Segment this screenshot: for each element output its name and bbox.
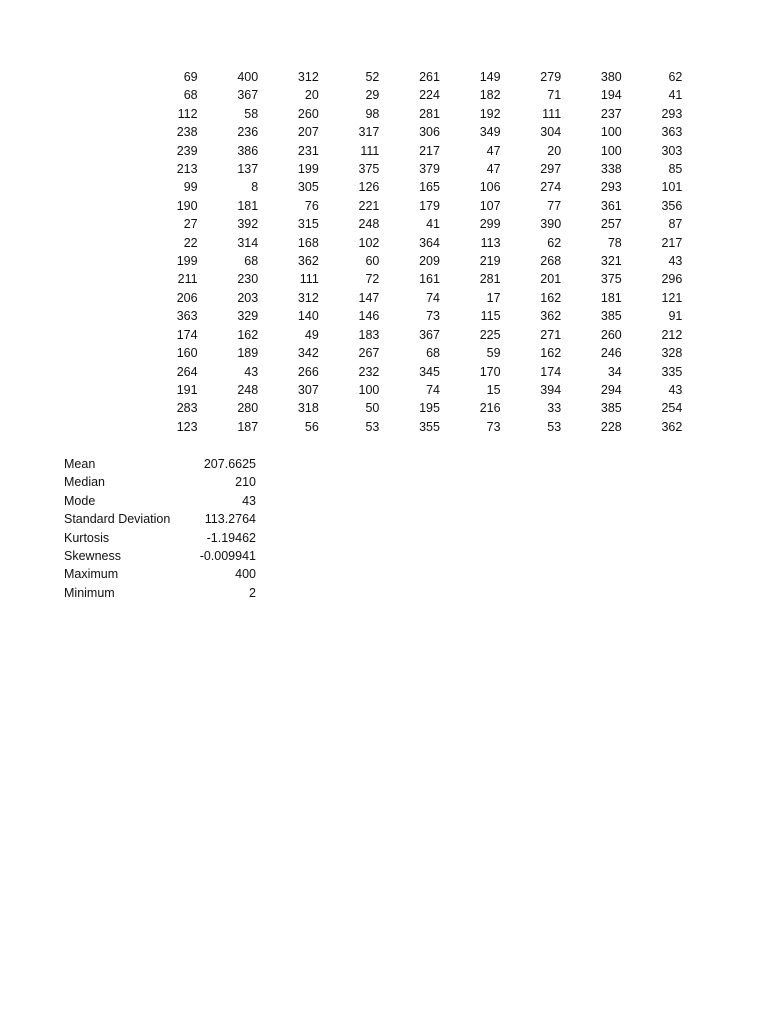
grid-cell[interactable]: 112	[177, 106, 198, 121]
grid-cell[interactable]: 267	[358, 346, 380, 361]
grid-cell[interactable]: 345	[419, 364, 440, 379]
grid-cell[interactable]: 349	[479, 125, 501, 140]
grid-cell[interactable]: 68	[426, 346, 440, 361]
grid-cell[interactable]: 102	[358, 235, 380, 250]
grid-cell[interactable]: 281	[419, 106, 440, 121]
stat-label[interactable]: Median	[64, 475, 105, 490]
grid-cell[interactable]: 367	[237, 88, 259, 103]
grid-cell[interactable]: 232	[358, 364, 380, 379]
grid-row	[137, 142, 682, 160]
grid-cell[interactable]: 29	[365, 88, 380, 103]
grid-cell[interactable]: 260	[600, 327, 622, 342]
grid-cell[interactable]: 260	[297, 106, 319, 121]
grid-cell[interactable]: 20	[547, 143, 562, 158]
grid-cell[interactable]: 50	[365, 401, 380, 416]
grid-cell[interactable]: 160	[176, 346, 198, 361]
grid-cell[interactable]: 41	[426, 217, 440, 232]
grid-cell[interactable]: 147	[358, 290, 380, 305]
stat-label[interactable]: Skewness	[64, 549, 121, 564]
grid-cell[interactable]: 392	[237, 217, 259, 232]
grid-cell[interactable]: 261	[419, 70, 440, 84]
grid-cell[interactable]: 72	[365, 272, 380, 287]
grid-cell[interactable]: 47	[486, 143, 501, 158]
grid-cell[interactable]: 281	[479, 272, 501, 287]
grid-cell[interactable]: 293	[661, 106, 683, 121]
grid-cell[interactable]: 248	[358, 217, 380, 232]
stat-value[interactable]: -1.19462	[206, 530, 256, 545]
grid-cell[interactable]: 161	[419, 272, 440, 287]
grid-cell[interactable]: 380	[600, 70, 622, 84]
grid-cell[interactable]: 162	[540, 346, 562, 361]
grid-cell[interactable]: 314	[237, 235, 259, 250]
grid-cell[interactable]: 91	[668, 309, 683, 324]
grid-cell[interactable]: 43	[244, 364, 259, 379]
stat-label[interactable]: Mean	[64, 457, 96, 471]
grid-cell[interactable]: 47	[486, 162, 501, 177]
grid-cell[interactable]: 182	[479, 88, 501, 103]
stat-row	[64, 584, 256, 602]
grid-cell[interactable]: 181	[600, 290, 622, 305]
grid-cell[interactable]: 219	[479, 254, 501, 269]
grid-row	[137, 123, 682, 141]
grid-cell[interactable]: 165	[419, 180, 440, 195]
grid-cell[interactable]: 22	[183, 235, 198, 250]
grid-cell[interactable]: 385	[600, 309, 622, 324]
grid-cell[interactable]: 211	[177, 272, 198, 287]
stat-value[interactable]: 400	[235, 567, 256, 582]
grid-cell[interactable]: 73	[486, 419, 501, 434]
stat-value[interactable]: 210	[235, 475, 256, 490]
grid-cell[interactable]: 123	[176, 419, 198, 434]
grid-cell[interactable]: 221	[358, 198, 380, 213]
grid-cell[interactable]: 162	[237, 327, 259, 342]
grid-row	[137, 105, 682, 123]
grid-cell[interactable]: 56	[304, 419, 319, 434]
stat-row	[64, 473, 256, 491]
grid-cell[interactable]: 225	[479, 327, 501, 342]
grid-cell[interactable]: 367	[419, 327, 440, 342]
grid-row	[137, 289, 682, 307]
grid-cell[interactable]: 199	[176, 254, 198, 269]
grid-cell[interactable]: 8	[251, 180, 259, 195]
grid-cell[interactable]: 209	[419, 254, 440, 269]
grid-cell[interactable]: 363	[176, 309, 198, 324]
data-grid	[137, 68, 682, 436]
grid-row	[137, 215, 682, 233]
grid-cell[interactable]: 363	[661, 125, 683, 140]
grid-cell[interactable]: 342	[297, 346, 319, 361]
grid-cell[interactable]: 362	[540, 309, 562, 324]
grid-cell[interactable]: 126	[358, 180, 380, 195]
stat-row	[64, 455, 256, 473]
grid-cell[interactable]: 321	[600, 254, 622, 269]
grid-cell[interactable]: 100	[600, 143, 622, 158]
grid-row	[137, 363, 682, 381]
stat-label[interactable]: Mode	[64, 493, 96, 508]
grid-cell[interactable]: 181	[237, 198, 259, 213]
grid-cell[interactable]: 111	[299, 272, 319, 287]
grid-row	[137, 399, 682, 417]
grid-cell[interactable]: 20	[304, 88, 319, 103]
grid-cell[interactable]: 201	[540, 272, 562, 287]
grid-cell[interactable]: 192	[479, 106, 501, 121]
grid-cell[interactable]: 294	[600, 382, 622, 397]
grid-cell[interactable]: 53	[547, 419, 562, 434]
grid-cell[interactable]: 317	[358, 125, 380, 140]
grid-row	[137, 326, 682, 344]
grid-cell[interactable]: 312	[297, 70, 319, 84]
grid-cell[interactable]: 299	[479, 217, 501, 232]
grid-cell[interactable]: 195	[419, 401, 440, 416]
grid-cell[interactable]: 162	[540, 290, 562, 305]
grid-cell[interactable]: 283	[176, 401, 198, 416]
grid-cell[interactable]: 361	[600, 198, 622, 213]
stat-value[interactable]: 2	[249, 585, 256, 600]
grid-cell[interactable]: 297	[540, 162, 562, 177]
grid-cell[interactable]: 174	[176, 327, 198, 342]
grid-cell[interactable]: 199	[297, 162, 319, 177]
grid-cell[interactable]: 238	[176, 125, 198, 140]
grid-cell[interactable]: 257	[600, 217, 622, 232]
grid-cell[interactable]: 115	[480, 309, 501, 324]
grid-row	[137, 270, 682, 288]
grid-cell[interactable]: 52	[365, 70, 380, 84]
grid-cell[interactable]: 100	[358, 382, 380, 397]
grid-cell[interactable]: 41	[668, 88, 683, 103]
grid-cell[interactable]: 307	[297, 382, 319, 397]
grid-cell[interactable]: 100	[600, 125, 622, 140]
grid-cell[interactable]: 362	[661, 419, 683, 434]
grid-cell[interactable]: 216	[479, 401, 501, 416]
grid-cell[interactable]: 78	[607, 235, 622, 250]
grid-cell[interactable]: 17	[486, 290, 501, 305]
stat-row	[64, 547, 256, 565]
grid-cell[interactable]: 99	[183, 180, 198, 195]
grid-cell[interactable]: 329	[237, 309, 259, 324]
grid-row	[137, 252, 682, 270]
grid-cell[interactable]: 207	[297, 125, 319, 140]
grid-cell[interactable]: 121	[661, 290, 683, 305]
grid-cell[interactable]: 280	[237, 401, 259, 416]
grid-cell[interactable]: 394	[540, 382, 562, 397]
grid-cell[interactable]: 206	[176, 290, 198, 305]
grid-cell[interactable]: 111	[542, 106, 562, 121]
grid-cell[interactable]: 375	[600, 272, 622, 287]
grid-cell[interactable]: 107	[479, 198, 501, 213]
grid-cell[interactable]: 73	[426, 309, 440, 324]
grid-cell[interactable]: 355	[419, 419, 440, 434]
stat-label[interactable]: Minimum	[64, 585, 115, 600]
grid-cell[interactable]: 239	[176, 143, 198, 158]
grid-cell[interactable]: 43	[668, 254, 683, 269]
grid-cell[interactable]: 364	[419, 235, 440, 250]
grid-cell[interactable]: 190	[176, 198, 198, 213]
grid-cell[interactable]: 33	[547, 401, 562, 416]
grid-row	[137, 86, 682, 104]
grid-row	[137, 178, 682, 196]
descriptive-statistics-body	[64, 455, 256, 602]
grid-cell[interactable]: 111	[360, 143, 380, 158]
grid-cell[interactable]: 266	[297, 364, 319, 379]
stat-value[interactable]: 43	[242, 493, 256, 508]
grid-row	[137, 418, 682, 436]
grid-cell[interactable]: 379	[419, 162, 440, 177]
grid-cell[interactable]: 254	[661, 401, 683, 416]
grid-cell[interactable]: 68	[244, 254, 259, 269]
grid-cell[interactable]: 304	[540, 125, 562, 140]
grid-cell[interactable]: 305	[297, 180, 319, 195]
grid-cell[interactable]: 306	[419, 125, 440, 140]
grid-row	[137, 160, 682, 178]
grid-cell[interactable]: 74	[426, 382, 440, 397]
grid-cell[interactable]: 71	[547, 88, 562, 103]
grid-cell[interactable]: 76	[304, 198, 319, 213]
grid-cell[interactable]: 191	[176, 382, 198, 397]
grid-cell[interactable]: 279	[540, 70, 562, 84]
grid-cell[interactable]: 293	[600, 180, 622, 195]
grid-cell[interactable]: 62	[668, 70, 683, 84]
stat-value[interactable]: 113.2764	[204, 512, 256, 527]
grid-cell[interactable]: 236	[237, 125, 259, 140]
grid-cell[interactable]: 212	[661, 327, 683, 342]
stat-label[interactable]: Kurtosis	[64, 530, 110, 545]
grid-cell[interactable]: 146	[358, 309, 380, 324]
grid-row	[137, 197, 682, 215]
stat-row	[64, 510, 256, 528]
grid-cell[interactable]: 15	[486, 382, 501, 397]
grid-cell[interactable]: 303	[661, 143, 683, 158]
grid-cell[interactable]: 179	[419, 198, 440, 213]
grid-cell[interactable]: 87	[668, 217, 683, 232]
grid-row	[137, 307, 682, 325]
grid-cell[interactable]: 274	[540, 180, 562, 195]
grid-cell[interactable]: 246	[600, 346, 622, 361]
grid-cell[interactable]: 49	[304, 327, 319, 342]
grid-cell[interactable]: 27	[183, 217, 198, 232]
grid-cell[interactable]: 217	[661, 235, 683, 250]
grid-cell[interactable]: 264	[176, 364, 198, 379]
grid-cell[interactable]: 230	[237, 272, 259, 287]
grid-cell[interactable]: 53	[365, 419, 380, 434]
grid-row	[137, 68, 682, 86]
grid-cell[interactable]: 390	[540, 217, 562, 232]
grid-cell[interactable]: 362	[297, 254, 319, 269]
grid-cell[interactable]: 237	[600, 106, 622, 121]
grid-row	[137, 344, 682, 362]
stat-row	[64, 529, 256, 547]
grid-cell[interactable]: 228	[600, 419, 622, 434]
stat-value[interactable]: -0.009941	[199, 549, 256, 564]
descriptive-statistics-table	[64, 455, 256, 602]
grid-row	[137, 234, 682, 252]
grid-cell[interactable]: 203	[237, 290, 259, 305]
grid-cell[interactable]: 194	[600, 88, 622, 103]
grid-cell[interactable]: 77	[547, 198, 562, 213]
grid-cell[interactable]: 224	[419, 88, 440, 103]
grid-cell[interactable]: 338	[600, 162, 622, 177]
grid-cell[interactable]: 113	[480, 235, 501, 250]
grid-cell[interactable]: 69	[183, 70, 198, 84]
grid-cell[interactable]: 170	[479, 364, 501, 379]
grid-row	[137, 381, 682, 399]
grid-cell[interactable]: 149	[479, 70, 501, 84]
grid-cell[interactable]: 271	[540, 327, 562, 342]
grid-cell[interactable]: 168	[297, 235, 319, 250]
grid-cell[interactable]: 318	[297, 401, 319, 416]
grid-cell[interactable]: 356	[661, 198, 683, 213]
grid-cell[interactable]: 59	[486, 346, 501, 361]
stat-label[interactable]: Maximum	[64, 567, 119, 582]
stat-row	[64, 565, 256, 583]
grid-cell[interactable]: 60	[365, 254, 380, 269]
grid-cell[interactable]: 217	[419, 143, 440, 158]
grid-cell[interactable]: 98	[365, 106, 380, 121]
grid-cell[interactable]: 335	[661, 364, 683, 379]
grid-cell[interactable]: 213	[176, 162, 198, 177]
grid-cell[interactable]: 315	[297, 217, 319, 232]
grid-cell[interactable]: 385	[600, 401, 622, 416]
stat-value[interactable]: 207.6625	[203, 457, 256, 471]
grid-cell[interactable]: 106	[479, 180, 501, 195]
grid-cell[interactable]: 248	[237, 382, 259, 397]
grid-cell[interactable]: 74	[426, 290, 440, 305]
stat-label[interactable]: Standard Deviation	[64, 512, 171, 527]
grid-cell[interactable]: 268	[540, 254, 562, 269]
grid-cell[interactable]: 231	[297, 143, 319, 158]
grid-cell[interactable]: 140	[297, 309, 319, 324]
grid-cell[interactable]: 137	[237, 162, 259, 177]
stat-row	[64, 492, 256, 510]
grid-cell[interactable]: 101	[661, 180, 683, 195]
grid-cell[interactable]: 183	[358, 327, 380, 342]
grid-cell[interactable]: 375	[358, 162, 380, 177]
grid-cell[interactable]: 62	[547, 235, 562, 250]
grid-cell[interactable]: 187	[237, 419, 259, 434]
grid-cell[interactable]: 400	[237, 70, 259, 84]
grid-cell[interactable]: 312	[297, 290, 319, 305]
grid-cell[interactable]: 43	[668, 382, 683, 397]
grid-cell[interactable]: 58	[244, 106, 259, 121]
grid-cell[interactable]: 68	[183, 88, 198, 103]
data-grid-body	[137, 68, 682, 436]
grid-cell[interactable]: 386	[237, 143, 259, 158]
grid-cell[interactable]: 296	[661, 272, 683, 287]
grid-cell[interactable]: 189	[237, 346, 259, 361]
grid-cell[interactable]: 34	[607, 364, 622, 379]
grid-cell[interactable]: 174	[540, 364, 562, 379]
grid-cell[interactable]: 85	[668, 162, 683, 177]
grid-cell[interactable]: 328	[661, 346, 683, 361]
